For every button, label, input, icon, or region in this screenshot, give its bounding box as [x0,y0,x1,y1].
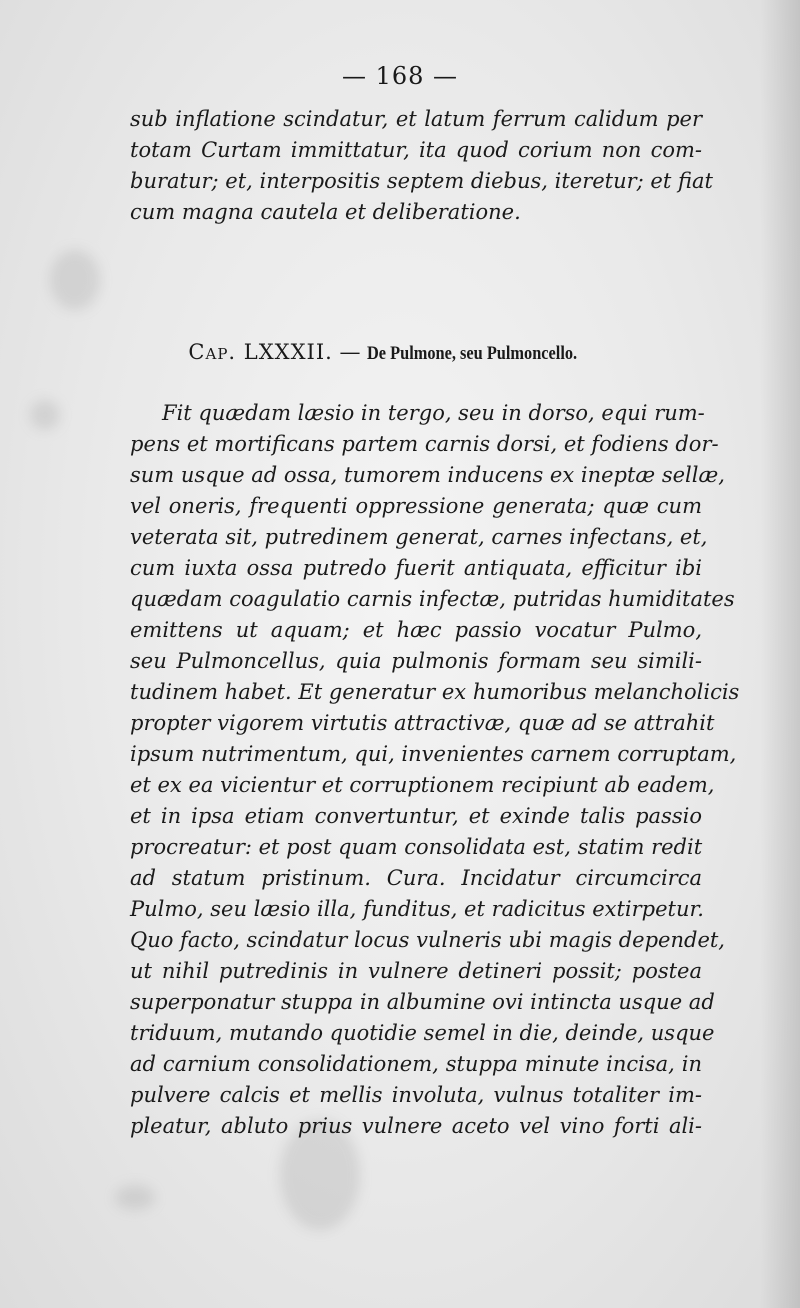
text-line: veterata sit, putredinem generat, carnes infectans, et, [130,525,708,549]
text-line: Quo facto, scindatur locus vulneris ubi magis dependet, [130,928,725,952]
text-line: pens et mortificans partem carnis dorsi, et fodiens dor- [130,432,719,456]
text-line: sub inflatione scindatur, et latum ferrum calidum per [130,107,702,131]
chapter-dash: — [339,340,361,364]
text-line: Fit quædam læsio in tergo, seu in dorso, equi rum- [162,401,705,425]
ink-smudge [115,1185,155,1210]
text-line: et in ipsa etiam convertuntur, et exinde talis passio [130,804,702,828]
chapter-title: De Pulmone, seu Pulmoncello. [367,343,578,364]
chapter-heading [0,340,800,365]
text-line: totam Curtam immittatur, ita quod corium non com- [130,138,702,162]
text-line: sum usque ad ossa, tumorem inducens ex ineptæ sellæ, [130,463,725,487]
chapter-label: Cap. LXXXII. [188,340,333,364]
page-edge-shadow [760,0,800,1308]
page-number: — 168 — [341,62,459,90]
text-line: ipsum nutrimentum, qui, invenientes carnem corruptam, [130,742,737,766]
ink-smudge [50,250,100,310]
text-line: procreatur: et post quam consolidata est, statim redit [130,835,703,859]
text-line: ad carnium consolidationem, stuppa minute incisa, in [130,1052,702,1076]
text-line: seu Pulmoncellus, quia pulmonis formam seu simili- [130,649,702,673]
text-line: superponatur stuppa in albumine ovi intincta usque ad [130,990,715,1014]
top-paragraph [130,104,713,228]
text-line: ad statum pristinum. Cura. Incidatur circumcirca [130,866,702,890]
text-line: quædam coagulatio carnis infectæ, putridas humiditates [130,587,735,611]
text-line: triduum, mutando quotidie semel in die, deinde, usque [130,1021,715,1045]
text-line: pulvere calcis et mellis involuta, vulnus totaliter im- [130,1083,702,1107]
text-line: buratur; et, interpositis septem diebus, iteretur; et fiat [130,169,713,193]
text-line: cum iuxta ossa putredo fuerit antiquata, efficitur ibi [130,556,702,580]
text-line: et ex ea vicientur et corruptionem recipiunt ab eadem, [130,773,715,797]
text-line: Pulmo, seu læsio illa, funditus, et radicitus extirpetur. [130,897,704,921]
ink-smudge [30,400,60,430]
text-line: emittens ut aquam; et hæc passio vocatur Pulmo, [130,618,702,642]
text-line: propter vigorem virtutis attractivæ, quæ ad se attrahit [130,711,715,735]
text-line: tudinem habet. Et generatur ex humoribus melancholicis [130,680,740,704]
text-line: pleatur, abluto prius vulnere aceto vel vino forti ali- [130,1114,702,1138]
text-line: ut nihil putredinis in vulnere detineri possit; postea [130,959,702,983]
text-line: cum magna cautela et deliberatione. [130,200,521,224]
body-paragraph [130,398,740,1142]
text-line: vel oneris, frequenti oppressione generata; quæ cum [130,494,702,518]
